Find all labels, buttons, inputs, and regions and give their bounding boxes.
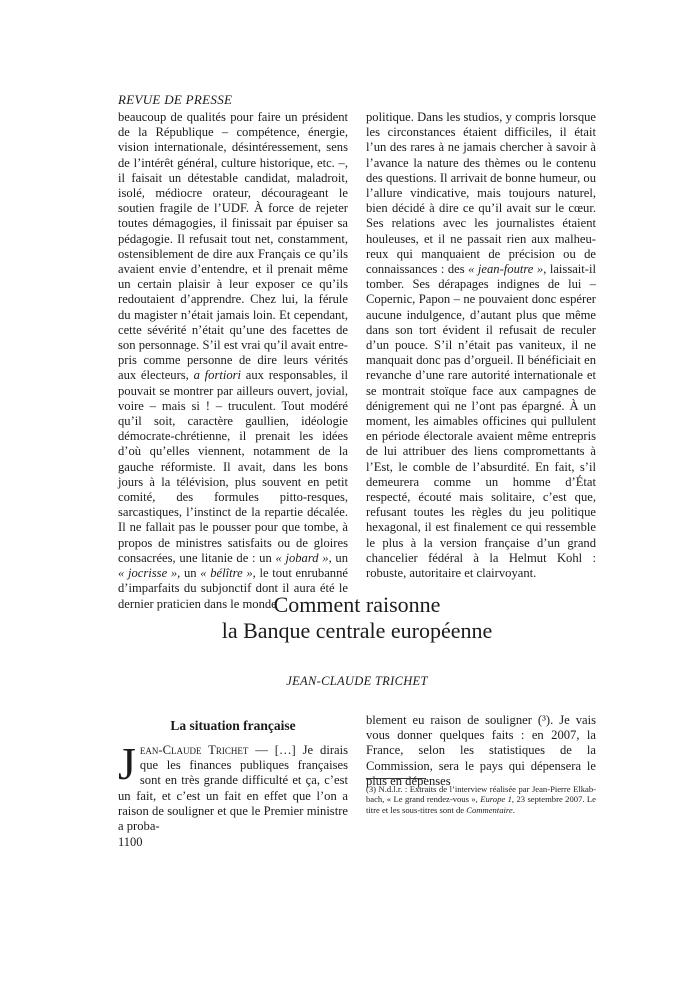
text-run: , un — [328, 550, 349, 565]
footnote — [366, 784, 596, 815]
italic-text-run: « jean-foutre » — [468, 262, 544, 277]
italic-text-run: « jocrisse » — [118, 566, 178, 581]
article-author: JEAN-CLAUDE TRICHET — [286, 674, 428, 688]
text-run: , 23 septembre 2007. Le titre et les sous-titres sont de — [366, 794, 596, 815]
previous-article-paragraph-left — [118, 110, 348, 612]
text-run: , laissait-il tomber. Ses dérapages indignes de lui – Copernic, Papon – ne pouvaient donc espérer aucune indulgence, d’autant plus que même dans son tort évident il refusait de reculer d’un pouce. S’il n’était pas vaniteux, il ne manquait donc pas d’orgueil. Il bénéficiait en revanche d’une rare autorité internationale et se montrait stoïque face aux campagnes de dénigrement qui ne l’ont pas épargné. À un moment, les aimables officines qui pullulent en période électorale avaient même entrepris de lui attribuer des liens compromettants à l’Est, le comble de l’absurdité. En fait, s’il demeurera comme un homme d’État respecté, écouté mais solitaire, c’est que, refusant toutes les règles du jeu politique hexagonal, il est finalement ce qui ressemble le plus à la version française d’un grand chancelier fédéral à la Helmut Kohl : robuste, autoritaire et clairvoyant. — [366, 262, 596, 581]
italic-text-run: Commentaire — [466, 804, 513, 815]
footnote-rule — [366, 778, 426, 779]
text-run: . — [512, 804, 515, 815]
speaker-name: ean-Claude Trichet — [139, 743, 249, 757]
previous-article-column-right — [366, 110, 596, 581]
drop-cap-letter: J — [118, 738, 136, 789]
running-head: REVUE DE PRESSE — [118, 92, 233, 107]
article-column-left — [118, 738, 348, 834]
italic-text-run: « jobard » — [275, 550, 329, 565]
previous-article-paragraph-right — [366, 110, 596, 581]
text-run: , le tout enrubanné d’imparfaits du subjonctif dont il aura été le dernier praticien dans le monde — [118, 566, 348, 611]
text-run: (3) N.d.l.r. : Extraits de l’interview réalisée par Jean-Pierre Elkab-bach, « Le grand rendez-vous », — [366, 784, 596, 805]
article-body-right: blement eu raison de souligner (³). Je vais vous donner quelques faits : en 2007, la France, selon les statistiques de la Commission, sera le pays qui dépensera le plus en dépenses — [366, 713, 596, 788]
article-title — [118, 592, 596, 644]
section-subheading: La situation française — [170, 718, 296, 733]
text-run: , un — [177, 566, 201, 581]
text-run: politique. Dans les studios, y compris lorsque les circonstances étaient difficiles, il était l’un des rares à ne jamais chercher à savoir à l’avance la nature des thèmes ou le contenu des questions. Il arrivait de bonne humeur, ou l’allure vindicative, mais toujours naturel, bien décidé à dire ce qu’il avait sur le cœur. Ses relations avec les journalistes étaient houleuses, et il ne passait rien aux malheu-reux qui manquaient de précision ou de connaissances : des — [366, 110, 596, 277]
article-body-left: — […] Je dirais que les finances publiques françaises sont en très grande difficulté et ça, c’est un fait, et c’est un fait en effet que l’on a raison de souligner et que le Premier ministre a proba- — [118, 743, 348, 834]
text-run: aux responsables, il pouvait se montrer par ailleurs ouvert, jovial, voire – mais si ! – truculent. Tout modéré qu’il soit, caractère gaullien, idéologie démocrate-chrétienne, il prenait les idées d’où qu’elles viennent, notamment de la gauche réformiste. Il avait, dans les bons jours à la télévision, plus souvent en petit comité, des formules pitto-resques, sarcastiques, l’instinct de la repartie décalée. Il ne fallait pas le pousser pour que tombe, à propos de ministres satisfaits ou de gloires consacrées, une litanie de : un — [118, 368, 348, 565]
italic-text-run: « bélître » — [200, 566, 253, 581]
previous-article-column-left — [118, 110, 348, 612]
italic-text-run: a fortiori — [193, 368, 242, 383]
italic-text-run: Europe 1 — [480, 794, 512, 805]
text-run: beaucoup de qualités pour faire un président de la République – compétence, énergie, vision internationale, désintéressement, sens de l’intérêt général, culture historique, etc. –, il faisait un détestable candidat, maladroit, isolé, médiocre orateur, décourageant le soutien fragile de l’UDF. À force de rejeter toutes démagogies, il finissait par épuiser sa pédagogie. Il refusait tout net, constamment, ostensiblement de dire aux Français ce qu’ils avaient envie d’entendre, et il prenait même un certain plaisir à leur exposer ce qu’ils redoutaient d’apprendre. Chez lui, la férule du magister n’était jamais loin. Et cependant, cette sévérité n’était qu’une des facettes de son personnage. S’il est vrai qu’il avait entre-pris comme personne de dire leurs vérités aux électeurs, — [118, 110, 348, 383]
article-title-line-2: la Banque centrale européenne — [221, 618, 493, 643]
article-paragraph-left — [118, 738, 348, 834]
article-title-line-1: Comment raisonne — [273, 592, 441, 617]
page-number: 1100 — [118, 835, 143, 849]
